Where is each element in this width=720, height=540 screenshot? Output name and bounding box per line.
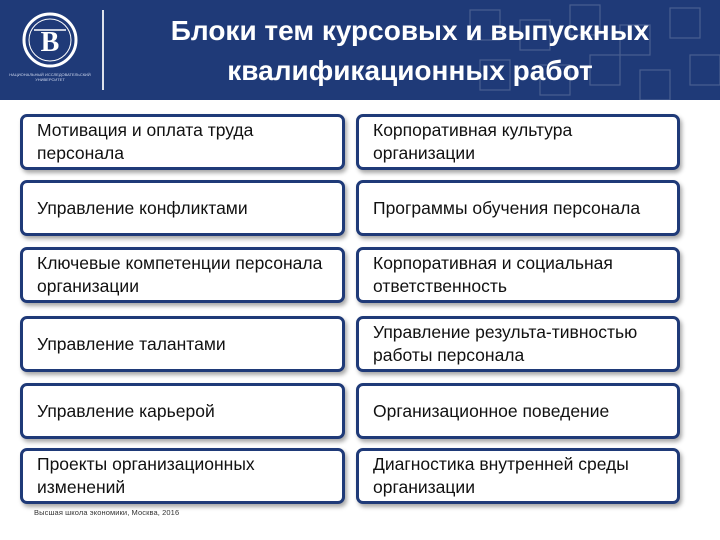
topic-block-label: Управление конфликтами <box>37 197 248 218</box>
logo-caption: НАЦИОНАЛЬНЫЙ ИССЛЕДОВАТЕЛЬСКИЙ УНИВЕРСИТЕТ <box>9 72 91 82</box>
topic-block-right-2 <box>356 180 680 236</box>
topic-block-left-4 <box>20 316 345 372</box>
topic-block-label: Управление карьерой <box>37 400 215 421</box>
topic-block-right-4 <box>356 316 680 372</box>
topic-block-label: Организационное поведение <box>373 400 610 421</box>
topic-block-right-3 <box>356 247 680 303</box>
svg-text:В: В <box>40 27 60 58</box>
slide-title-line1: Блоки тем курсовых и выпускных <box>170 15 650 46</box>
slide-title-line2: квалификационных работ <box>227 55 593 86</box>
topic-block-label: Проекты организационных изменений <box>37 454 255 497</box>
topic-block-left-3 <box>20 247 345 303</box>
topic-block-label: Корпоративная и социальная ответственность <box>373 253 613 296</box>
topic-block-label: Корпоративная культура организации <box>373 120 573 163</box>
topic-block-label: Управление результа-тивностью работы персонала <box>373 322 638 365</box>
topic-block-label: Диагностика внутренней среды организации <box>373 454 629 497</box>
header-divider <box>102 10 104 90</box>
topic-block-right-5 <box>356 383 680 439</box>
topic-block-label: Мотивация и оплата труда персонала <box>37 120 254 163</box>
topic-block-left-2 <box>20 180 345 236</box>
footer-text: Высшая школа экономики, Москва, 2016 <box>34 508 180 517</box>
topic-block-label: Управление талантами <box>37 333 226 354</box>
topic-block-label: Ключевые компетенции персонала организации <box>37 253 323 296</box>
topic-block-left-5 <box>20 383 345 439</box>
topic-block-left-6 <box>20 448 345 504</box>
slide-title <box>110 6 710 96</box>
topic-block-right-1 <box>356 114 680 170</box>
header-bar <box>0 0 720 100</box>
topic-block-label: Программы обучения персонала <box>373 197 641 218</box>
topic-block-right-6 <box>356 448 680 504</box>
topic-block-left-1 <box>20 114 345 170</box>
